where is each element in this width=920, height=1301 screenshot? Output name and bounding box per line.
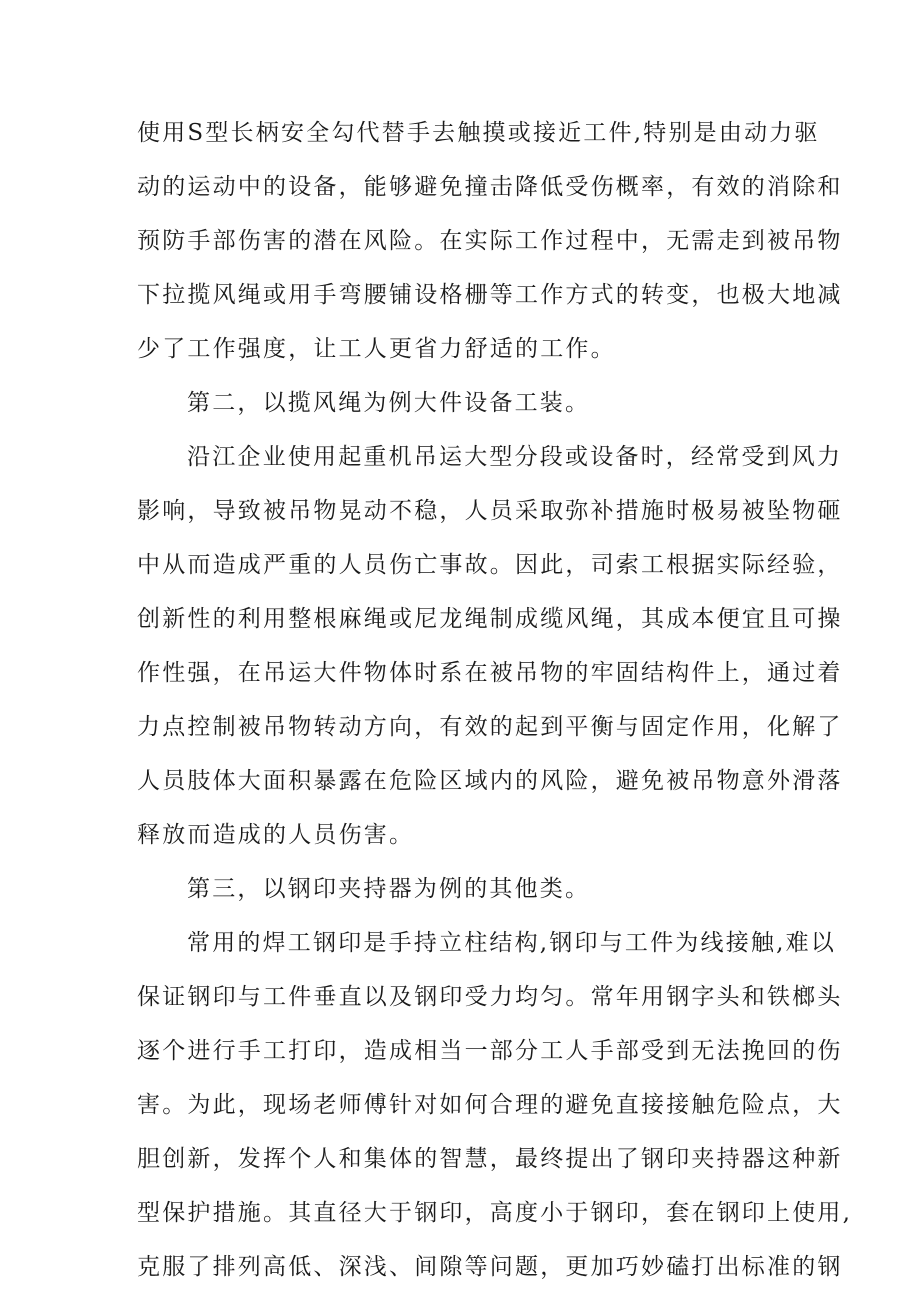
- paragraph-start: 常用的焊工钢印是手持立柱结构,钢印与工件为线接触,难以: [187, 930, 837, 956]
- text-line: 害。为此，现场老师傅针对如何合理的避免直接接触危险点，大: [137, 1092, 843, 1118]
- paragraph-start: 沿江企业使用起重机吊运大型分段或设备时，经常受到风力: [187, 444, 843, 470]
- text-line: 释放而造成的人员伤害。: [137, 822, 415, 848]
- text-line: 人员肢体大面积暴露在危险区域内的风险，避免被吊物意外滑落: [137, 768, 843, 794]
- text-line: 创新性的利用整根麻绳或尼龙绳制成缆风绳，其成本便宜且可操: [137, 606, 843, 632]
- text-line: 保证钢印与工件垂直以及钢印受力均匀。常年用钢字头和铁榔头: [137, 984, 843, 1010]
- text-line: 力点控制被吊物转动方向，有效的起到平衡与固定作用，化解了: [137, 714, 843, 740]
- section-heading-3: 第三，以钢印夹持器为例的其他类。: [187, 876, 591, 902]
- text-line: 使用S型长柄安全勾代替手去触摸或接近工件,特别是由动力驱: [137, 120, 820, 146]
- text-line: 少了工作强度，让工人更省力舒适的工作。: [137, 336, 616, 362]
- text-line: 逐个进行手工打印，造成相当一部分工人手部受到无法挽回的伤: [137, 1038, 843, 1064]
- text-line: 克服了排列高低、深浅、间隙等问题，更加巧妙磕打出标准的钢: [137, 1254, 843, 1280]
- text-line: 作性强，在吊运大件物体时系在被吊物的牢固结构件上，通过着: [137, 660, 843, 686]
- text-line: 型保护措施。其直径大于钢印，高度小于钢印，套在钢印上使用,: [137, 1200, 853, 1226]
- text-line: 胆创新，发挥个人和集体的智慧，最终提出了钢印夹持器这种新: [137, 1146, 843, 1172]
- text-line: 下拉揽风绳或用手弯腰铺设格栅等工作方式的转变，也极大地减: [137, 282, 843, 308]
- text-line: 中从而造成严重的人员伤亡事故。因此，司索工根据实际经验，: [137, 552, 843, 578]
- text-line: 影响，导致被吊物晃动不稳，人员采取弥补措施时极易被坠物砸: [137, 498, 843, 524]
- section-heading-2: 第二，以揽风绳为例大件设备工装。: [187, 390, 591, 416]
- text-line: 动的运动中的设备，能够避免撞击降低受伤概率，有效的消除和: [137, 174, 843, 200]
- body-text: [137, 106, 853, 1294]
- text-line: 预防手部伤害的潜在风险。在实际工作过程中，无需走到被吊物: [137, 228, 843, 254]
